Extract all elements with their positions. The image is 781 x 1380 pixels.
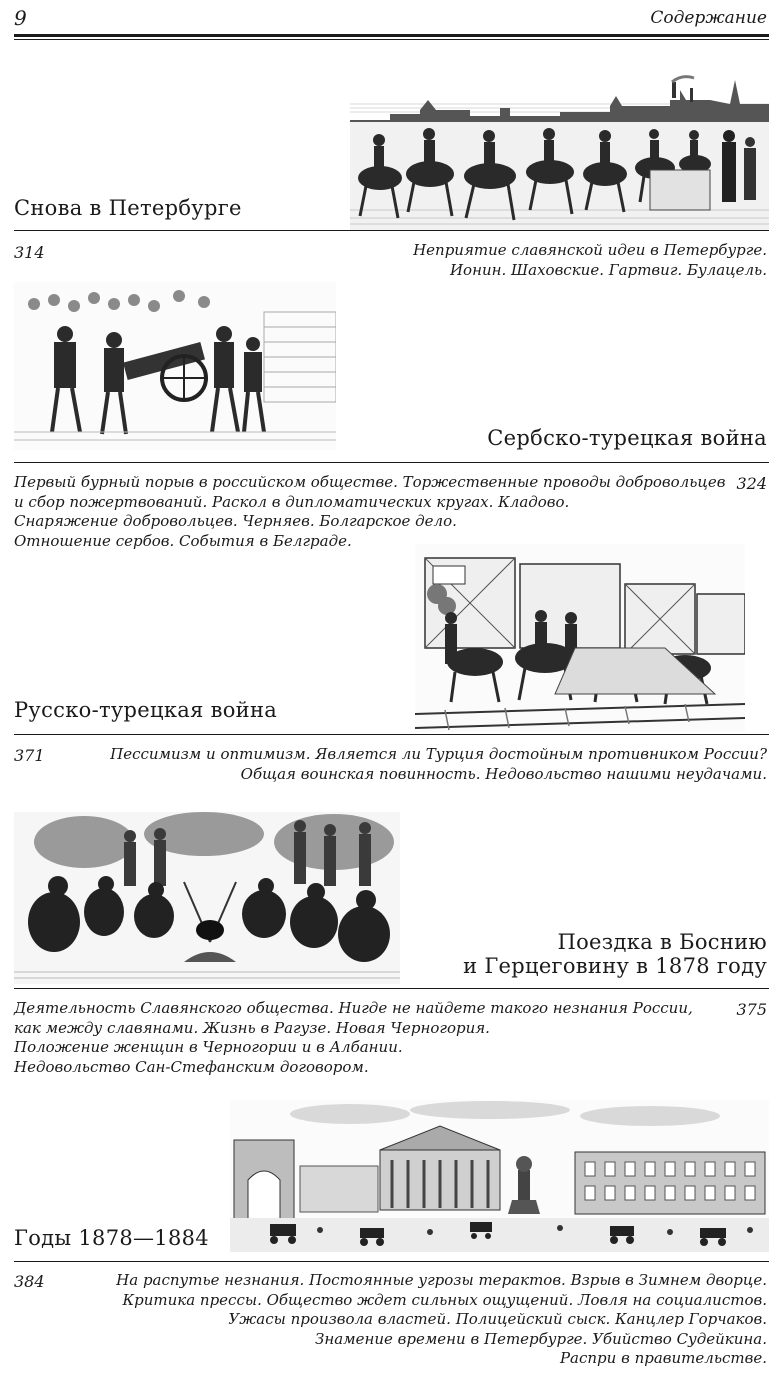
camp-gathering-illustration [14, 812, 400, 984]
section-description [110, 745, 767, 784]
section-rule [14, 734, 769, 735]
railway-horses-illustration [415, 544, 745, 732]
description-line: Отношение сербов. События в Белграде. [14, 531, 352, 550]
cannon-crew-illustration [14, 282, 336, 450]
description-line: Деятельность Славянского общества. Нигде не найдете такого незнания России, [14, 999, 693, 1017]
description-line: Ионин. Шаховские. Гартвиг. Булацель. [449, 260, 767, 279]
description-line: Распри в правительстве. [559, 1349, 767, 1367]
section-title-line: Русско-турецкая война [14, 698, 278, 722]
page-number: 9 [14, 6, 27, 30]
section-rule [14, 1261, 769, 1262]
description-line: Неприятие славянской идеи в Петербурге. [413, 241, 767, 259]
description-line: Критика прессы. Общество ждет сильных ощущений. Ловля на социалистов. [122, 1290, 767, 1309]
section-title [463, 930, 767, 978]
description-line: Ужасы произвола властей. Полицейский сыск. Канцлер Горчаков. [228, 1310, 767, 1328]
description-line: как между славянами. Жизнь в Рагузе. Новая Черногория. [14, 1018, 490, 1037]
section-title [487, 426, 767, 450]
running-title: Содержание [650, 8, 767, 28]
section-description [116, 1271, 767, 1369]
section-title-line: Снова в Петербурге [14, 196, 242, 220]
description-line: На распутье незнания. Постоянные угрозы терактов. Взрыв в Зимнем дворце. [116, 1271, 767, 1289]
description-line: Пессимизм и оптимизм. Является ли Турция достойным противником России? [110, 745, 767, 763]
page-reference: 324 [736, 474, 767, 493]
description-line: Снаряжение добровольцев. Черняев. Болгарское дело. [14, 512, 457, 530]
section-description [14, 473, 725, 551]
section-title-line: Годы 1878—1884 [14, 1226, 209, 1250]
description-line: и сбор пожертвований. Раскол в дипломатических кругах. Кладово. [14, 492, 570, 511]
section-rule [14, 230, 769, 231]
section-description [14, 999, 693, 1077]
section-title-line: Поездка в Боснию [557, 930, 767, 954]
description-line: Недовольство Сан-Стефанским договором. [14, 1057, 369, 1076]
cavalry-procession-illustration [350, 70, 769, 230]
description-line: Общая воинская повинность. Недовольство нашими неудачами. [240, 764, 767, 783]
page-reference: 375 [736, 1000, 767, 1019]
section-title [14, 698, 277, 722]
section-title [14, 196, 242, 220]
section-description [413, 241, 767, 280]
city-square-illustration [230, 1100, 769, 1252]
description-line: Знамение времени в Петербурге. Убийство Судейкина. [314, 1329, 767, 1348]
header-rule-thin [14, 39, 769, 40]
description-line: Положение женщин в Черногории и в Албании. [14, 1038, 403, 1056]
section-title-line: Сербско-турецкая война [487, 426, 767, 450]
page-reference: 384 [14, 1272, 45, 1291]
section-title-line: и Герцеговину в 1878 году [463, 954, 767, 979]
section-rule [14, 988, 769, 989]
page-reference: 371 [14, 746, 45, 765]
page-reference: 314 [14, 243, 45, 262]
description-line: Первый бурный порыв в российском обществе. Торжественные проводы добровольцев [14, 473, 726, 491]
section-rule [14, 462, 769, 463]
section-title [14, 1226, 209, 1250]
header-rule [14, 34, 769, 37]
